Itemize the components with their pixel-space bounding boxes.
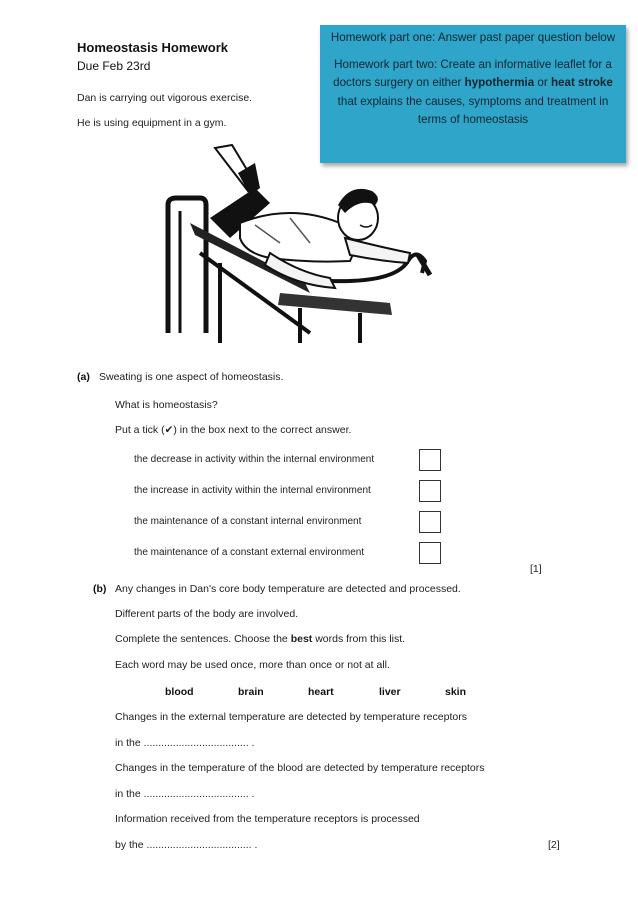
question-a-label: (a) [77, 371, 90, 383]
answer-option-text: the maintenance of a constant internal environment [134, 516, 362, 527]
answer-checkbox[interactable] [419, 542, 441, 564]
term-or: or [534, 76, 551, 89]
part-two-suffix: that explains the causes, symptoms and treatment in terms of homeostasis [337, 94, 609, 126]
word-heart: heart [308, 686, 334, 698]
question-b-label: (b) [93, 583, 107, 595]
question-b-marks: [2] [548, 839, 560, 851]
answer-checkbox[interactable] [419, 449, 441, 471]
answer-option-1 [134, 449, 444, 473]
question-b-line2: Different parts of the body are involved. [115, 608, 299, 620]
answer-blank-3[interactable]: by the .................................... . [115, 839, 258, 851]
part-two-prefix: Homework part two: Create an informative leaflet for a doctors surgery on either [333, 57, 612, 89]
intro-line-2: He is using equipment in a gym. [77, 117, 227, 129]
question-a-prompt: What is homeostasis? [115, 399, 218, 411]
answer-option-text: the decrease in activity within the internal environment [134, 454, 375, 465]
homework-part-one: Homework part one: Answer past paper question below [330, 31, 616, 44]
word-blood: blood [165, 686, 194, 698]
question-a-instruction: Put a tick (✔) in the box next to the correct answer. [115, 424, 352, 436]
word-skin: skin [445, 686, 467, 698]
question-b-text: Any changes in Dan's core body temperature are detected and processed. [115, 583, 461, 595]
instruction-prefix: Complete the sentences. Choose the [115, 633, 291, 645]
question-a-marks: [1] [530, 563, 542, 575]
answer-option-4 [134, 542, 444, 566]
instruction-bold: best [290, 633, 313, 645]
question-b-instruction [115, 633, 405, 645]
intro-line-1: Dan is carrying out vigorous exercise. [77, 92, 253, 104]
term-hypothermia: hypothermia [464, 76, 535, 89]
answer-checkbox[interactable] [419, 480, 441, 502]
word-brain: brain [238, 686, 264, 698]
sentence-2: Changes in the temperature of the blood are detected by temperature receptors [115, 762, 485, 774]
homework-part-two [328, 56, 618, 130]
word-liver: liver [379, 686, 401, 698]
question-b-note: Each word may be used once, more than once or not at all. [115, 659, 390, 671]
answer-option-text: the increase in activity within the internal environment [134, 485, 371, 496]
sentence-3: Information received from the temperature receptors is processed [115, 813, 420, 825]
answer-checkbox[interactable] [419, 511, 441, 533]
answer-option-text: the maintenance of a constant external environment [134, 547, 365, 558]
gym-exercise-illustration [160, 143, 450, 348]
answer-blank-1[interactable]: in the .................................... . [115, 737, 255, 749]
term-heat-stroke: heat stroke [550, 76, 613, 89]
page-title: Homeostasis Homework [77, 40, 228, 55]
answer-option-2 [134, 480, 444, 504]
instruction-suffix: words from this list. [312, 633, 406, 645]
answer-option-3 [134, 511, 444, 535]
question-a-text: Sweating is one aspect of homeostasis. [99, 371, 284, 383]
answer-blank-2[interactable]: in the .................................... . [115, 788, 255, 800]
sentence-1: Changes in the external temperature are detected by temperature receptors [115, 711, 467, 723]
due-date: Due Feb 23rd [77, 59, 151, 73]
